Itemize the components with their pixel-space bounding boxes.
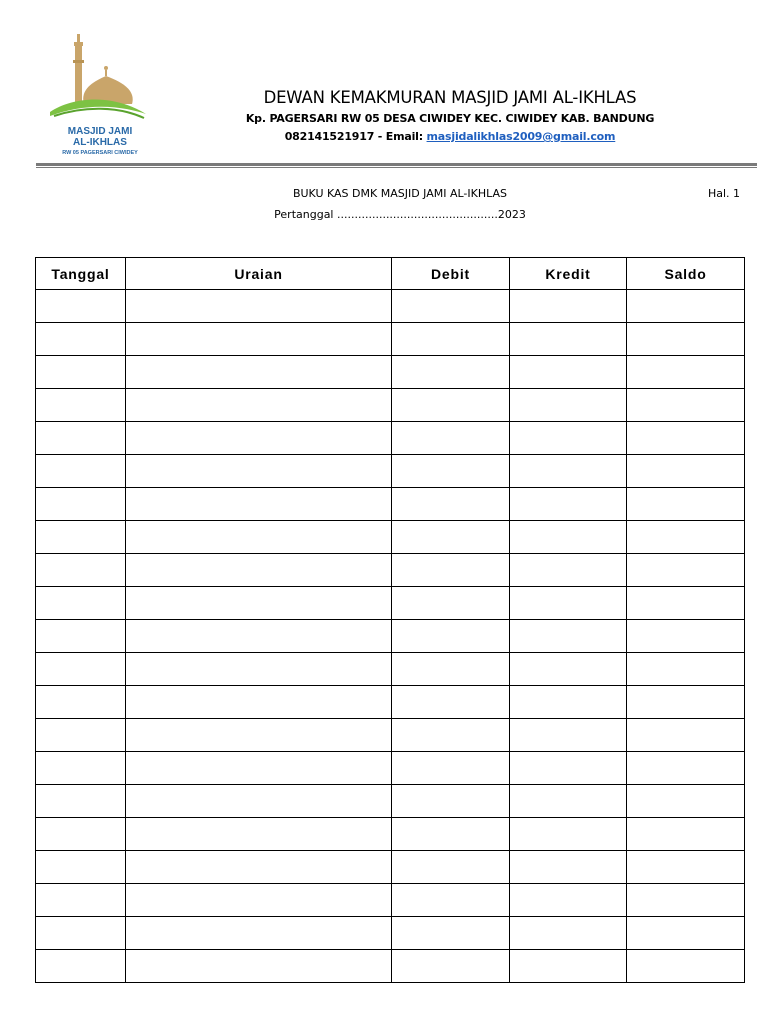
- cell-saldo[interactable]: [627, 323, 745, 356]
- table-row: [36, 653, 745, 686]
- organization-contact: [180, 130, 720, 143]
- table-row: [36, 389, 745, 422]
- cell-uraian[interactable]: [126, 488, 392, 521]
- cell-debit[interactable]: [392, 884, 510, 917]
- email-link[interactable]: masjidalikhlas2009@gmail.com: [426, 130, 616, 143]
- cell-kredit[interactable]: [510, 323, 627, 356]
- mosque-icon: [44, 30, 156, 126]
- table-header-row: [36, 258, 745, 290]
- cell-saldo[interactable]: [627, 851, 745, 884]
- cell-kredit[interactable]: [510, 752, 627, 785]
- cell-tanggal[interactable]: [36, 389, 126, 422]
- cell-tanggal[interactable]: [36, 686, 126, 719]
- date-line: Pertanggal ..............................................2023: [274, 208, 526, 221]
- cell-uraian[interactable]: [126, 785, 392, 818]
- cell-debit[interactable]: [392, 719, 510, 752]
- cell-kredit[interactable]: [510, 686, 627, 719]
- cell-debit[interactable]: [392, 389, 510, 422]
- cell-kredit[interactable]: [510, 554, 627, 587]
- cell-saldo[interactable]: [627, 455, 745, 488]
- cell-tanggal[interactable]: [36, 356, 126, 389]
- cell-tanggal[interactable]: [36, 785, 126, 818]
- cell-saldo[interactable]: [627, 620, 745, 653]
- cell-debit[interactable]: [392, 620, 510, 653]
- cell-uraian[interactable]: [126, 917, 392, 950]
- logo-line-1: MASJID JAMI: [67, 126, 133, 137]
- cell-saldo[interactable]: [627, 290, 745, 323]
- table-row: [36, 422, 745, 455]
- cell-debit[interactable]: [392, 653, 510, 686]
- cell-kredit[interactable]: [510, 488, 627, 521]
- column-header-debit: Debit: [392, 258, 510, 290]
- cell-tanggal[interactable]: [36, 554, 126, 587]
- table-row: [36, 752, 745, 785]
- cell-debit[interactable]: [392, 488, 510, 521]
- mosque-logo: [44, 30, 156, 162]
- cell-saldo[interactable]: [627, 785, 745, 818]
- cell-saldo[interactable]: [627, 752, 745, 785]
- cell-saldo[interactable]: [627, 488, 745, 521]
- cell-tanggal[interactable]: [36, 752, 126, 785]
- cell-tanggal[interactable]: [36, 488, 126, 521]
- cell-kredit[interactable]: [510, 851, 627, 884]
- cell-kredit[interactable]: [510, 818, 627, 851]
- cell-kredit[interactable]: [510, 785, 627, 818]
- cell-debit[interactable]: [392, 554, 510, 587]
- cell-debit[interactable]: [392, 455, 510, 488]
- cell-kredit[interactable]: [510, 653, 627, 686]
- cell-uraian[interactable]: [126, 752, 392, 785]
- cell-debit[interactable]: [392, 818, 510, 851]
- cell-saldo[interactable]: [627, 686, 745, 719]
- table-row: [36, 323, 745, 356]
- cell-kredit[interactable]: [510, 356, 627, 389]
- cell-uraian[interactable]: [126, 587, 392, 620]
- table-row: [36, 686, 745, 719]
- cell-uraian[interactable]: [126, 851, 392, 884]
- organization-name: DEWAN KEMAKMURAN MASJID JAMI AL-IKHLAS: [263, 88, 637, 107]
- cell-uraian[interactable]: [126, 950, 392, 983]
- column-header-kredit: Kredit: [510, 258, 627, 290]
- cell-saldo[interactable]: [627, 653, 745, 686]
- cell-debit[interactable]: [392, 917, 510, 950]
- cell-tanggal[interactable]: [36, 455, 126, 488]
- cell-debit[interactable]: [392, 851, 510, 884]
- cell-tanggal[interactable]: [36, 290, 126, 323]
- page-number: Hal. 1: [707, 187, 740, 200]
- cell-tanggal[interactable]: [36, 422, 126, 455]
- table-row: [36, 554, 745, 587]
- cell-saldo[interactable]: [627, 818, 745, 851]
- cell-uraian[interactable]: [126, 422, 392, 455]
- cell-kredit[interactable]: [510, 389, 627, 422]
- cell-uraian[interactable]: [126, 884, 392, 917]
- cell-kredit[interactable]: [510, 587, 627, 620]
- cell-saldo[interactable]: [627, 917, 745, 950]
- document-title: BUKU KAS DMK MASJID JAMI AL-IKHLAS: [292, 187, 508, 200]
- cell-saldo[interactable]: [627, 587, 745, 620]
- cell-tanggal[interactable]: [36, 950, 126, 983]
- cell-kredit[interactable]: [510, 950, 627, 983]
- cell-uraian[interactable]: [126, 356, 392, 389]
- cell-kredit[interactable]: [510, 422, 627, 455]
- cell-debit[interactable]: [392, 587, 510, 620]
- cell-uraian[interactable]: [126, 818, 392, 851]
- cell-uraian[interactable]: [126, 653, 392, 686]
- cell-tanggal[interactable]: [36, 323, 126, 356]
- cell-uraian[interactable]: [126, 686, 392, 719]
- phone-email-label: 082141521917 - Email:: [284, 130, 427, 143]
- header-divider-thick: [36, 163, 757, 166]
- table-row: [36, 884, 745, 917]
- cell-tanggal[interactable]: [36, 719, 126, 752]
- table-row: [36, 488, 745, 521]
- table-row: [36, 785, 745, 818]
- cash-ledger-table: [35, 257, 745, 983]
- cell-uraian[interactable]: [126, 554, 392, 587]
- cell-debit[interactable]: [392, 290, 510, 323]
- table-row: [36, 620, 745, 653]
- cell-uraian[interactable]: [126, 455, 392, 488]
- table-row: [36, 950, 745, 983]
- table-row: [36, 521, 745, 554]
- cell-tanggal[interactable]: [36, 653, 126, 686]
- column-header-saldo: Saldo: [627, 258, 745, 290]
- logo-line-3: RW 05 PAGERSARI CIWIDEY: [62, 150, 138, 156]
- cell-tanggal[interactable]: [36, 620, 126, 653]
- cell-tanggal[interactable]: [36, 884, 126, 917]
- cell-tanggal[interactable]: [36, 587, 126, 620]
- table-row: [36, 818, 745, 851]
- table-row: [36, 587, 745, 620]
- cell-saldo[interactable]: [627, 422, 745, 455]
- organization-address: Kp. PAGERSARI RW 05 DESA CIWIDEY KEC. CIWIDEY KAB. BANDUNG: [245, 112, 655, 125]
- cell-saldo[interactable]: [627, 389, 745, 422]
- column-header-uraian: Uraian: [126, 258, 392, 290]
- cell-saldo[interactable]: [627, 884, 745, 917]
- cell-debit[interactable]: [392, 521, 510, 554]
- table-body: [36, 290, 745, 983]
- cell-saldo[interactable]: [627, 554, 745, 587]
- cell-saldo[interactable]: [627, 356, 745, 389]
- cell-kredit[interactable]: [510, 455, 627, 488]
- cell-kredit[interactable]: [510, 917, 627, 950]
- cell-debit[interactable]: [392, 785, 510, 818]
- cell-saldo[interactable]: [627, 950, 745, 983]
- cell-saldo[interactable]: [627, 719, 745, 752]
- cell-debit[interactable]: [392, 323, 510, 356]
- header-divider-thin: [36, 167, 757, 168]
- cell-tanggal[interactable]: [36, 818, 126, 851]
- cell-kredit[interactable]: [510, 719, 627, 752]
- table-row: [36, 917, 745, 950]
- cell-debit[interactable]: [392, 752, 510, 785]
- cell-kredit[interactable]: [510, 884, 627, 917]
- cell-uraian[interactable]: [126, 719, 392, 752]
- table-row: [36, 290, 745, 323]
- cell-tanggal[interactable]: [36, 851, 126, 884]
- table-row: [36, 851, 745, 884]
- cell-uraian[interactable]: [126, 323, 392, 356]
- cell-tanggal[interactable]: [36, 917, 126, 950]
- column-header-tanggal: Tanggal: [36, 258, 126, 290]
- cell-kredit[interactable]: [510, 620, 627, 653]
- logo-line-2: AL-IKHLAS: [73, 137, 127, 148]
- table-row: [36, 455, 745, 488]
- cell-uraian[interactable]: [126, 290, 392, 323]
- cell-kredit[interactable]: [510, 290, 627, 323]
- cell-debit[interactable]: [392, 422, 510, 455]
- cell-uraian[interactable]: [126, 389, 392, 422]
- cell-tanggal[interactable]: [36, 521, 126, 554]
- cell-uraian[interactable]: [126, 521, 392, 554]
- cell-uraian[interactable]: [126, 620, 392, 653]
- cell-saldo[interactable]: [627, 521, 745, 554]
- cell-debit[interactable]: [392, 356, 510, 389]
- cell-debit[interactable]: [392, 950, 510, 983]
- cell-debit[interactable]: [392, 686, 510, 719]
- table-row: [36, 719, 745, 752]
- cell-kredit[interactable]: [510, 521, 627, 554]
- table-row: [36, 356, 745, 389]
